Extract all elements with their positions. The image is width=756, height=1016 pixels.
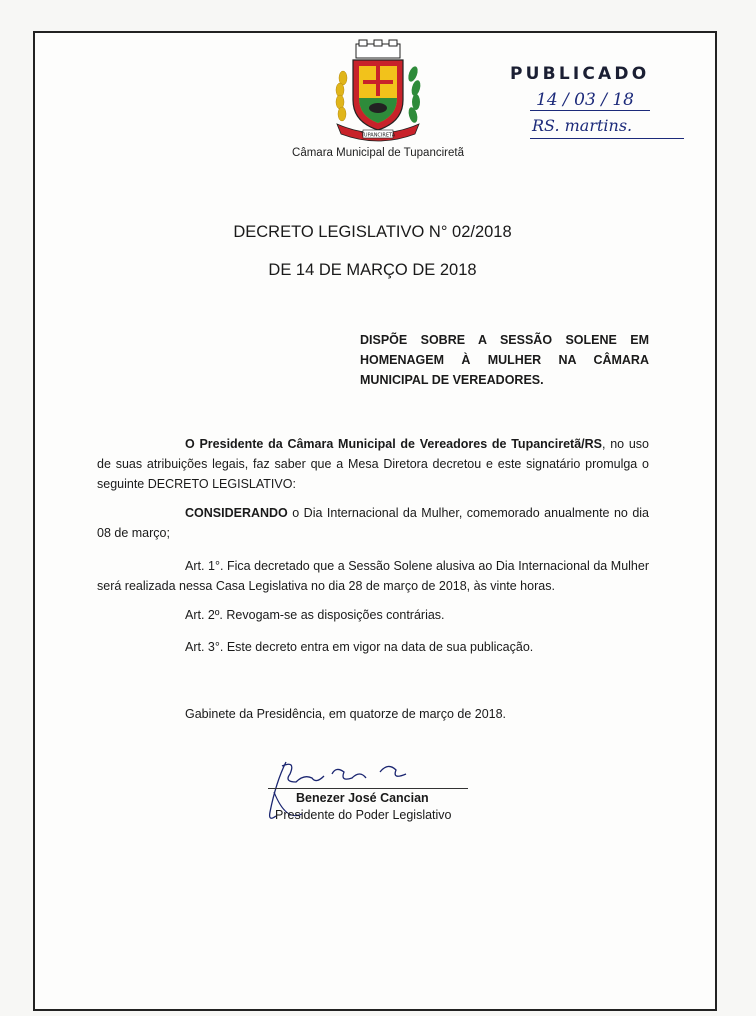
considering-bold: CONSIDERANDO bbox=[185, 506, 288, 520]
considering-text: o Dia Internacional da Mulher, comemorado anualmente no dia 08 de março; bbox=[97, 506, 649, 540]
stamp-label: PUBLICADO bbox=[510, 64, 650, 84]
crest-banner-text: TUPANCIRETÃ bbox=[360, 132, 396, 139]
stamp-signature: RS. martins. bbox=[532, 116, 633, 135]
municipal-crest-icon bbox=[323, 38, 433, 144]
stamp-date: 14 / 03 / 18 bbox=[536, 90, 634, 110]
article-3: Art. 3°. Este decreto entra em vigor na data de sua publicação. bbox=[185, 640, 534, 654]
intro-bold: O Presidente da Câmara Municipal de Vereadores de Tupanciretã/RS bbox=[185, 437, 602, 451]
signer-name: Benezer José Cancian bbox=[296, 791, 429, 805]
stamp-underline bbox=[530, 110, 650, 111]
signer-role: Presidente do Poder Legislativo bbox=[275, 808, 452, 822]
decree-summary: DISPÕE SOBRE A SESSÃO SOLENE EM HOMENAGEM À MULHER NA CÂMARA MUNICIPAL DE VEREADORES. bbox=[360, 333, 649, 387]
signature-line bbox=[268, 788, 468, 789]
chamber-name: Câmara Municipal de Tupanciretã bbox=[292, 147, 464, 159]
article-2: Art. 2º. Revogam-se as disposições contrárias. bbox=[185, 608, 445, 622]
closing-line: Gabinete da Presidência, em quatorze de março de 2018. bbox=[185, 707, 507, 721]
article-1: Art. 1°. Fica decretado que a Sessão Solene alusiva ao Dia Internacional da Mulher será realizada nessa Casa Legislativa no dia 28 de março de 2018, às vinte horas. bbox=[97, 559, 649, 593]
decree-date-title: DE 14 DE MARÇO DE 2018 bbox=[268, 261, 477, 279]
considering-paragraph bbox=[97, 503, 649, 543]
intro-text: , no uso de suas atribuições legais, faz saber que a Mesa Diretora decretou e este signatário promulga o seguinte DECRETO LEGISLATIVO: bbox=[97, 437, 649, 491]
decree-title: DECRETO LEGISLATIVO N° 02/2018 bbox=[233, 223, 512, 241]
intro-paragraph bbox=[97, 434, 649, 494]
publication-stamp bbox=[508, 64, 688, 144]
stamp-underline bbox=[530, 138, 684, 139]
